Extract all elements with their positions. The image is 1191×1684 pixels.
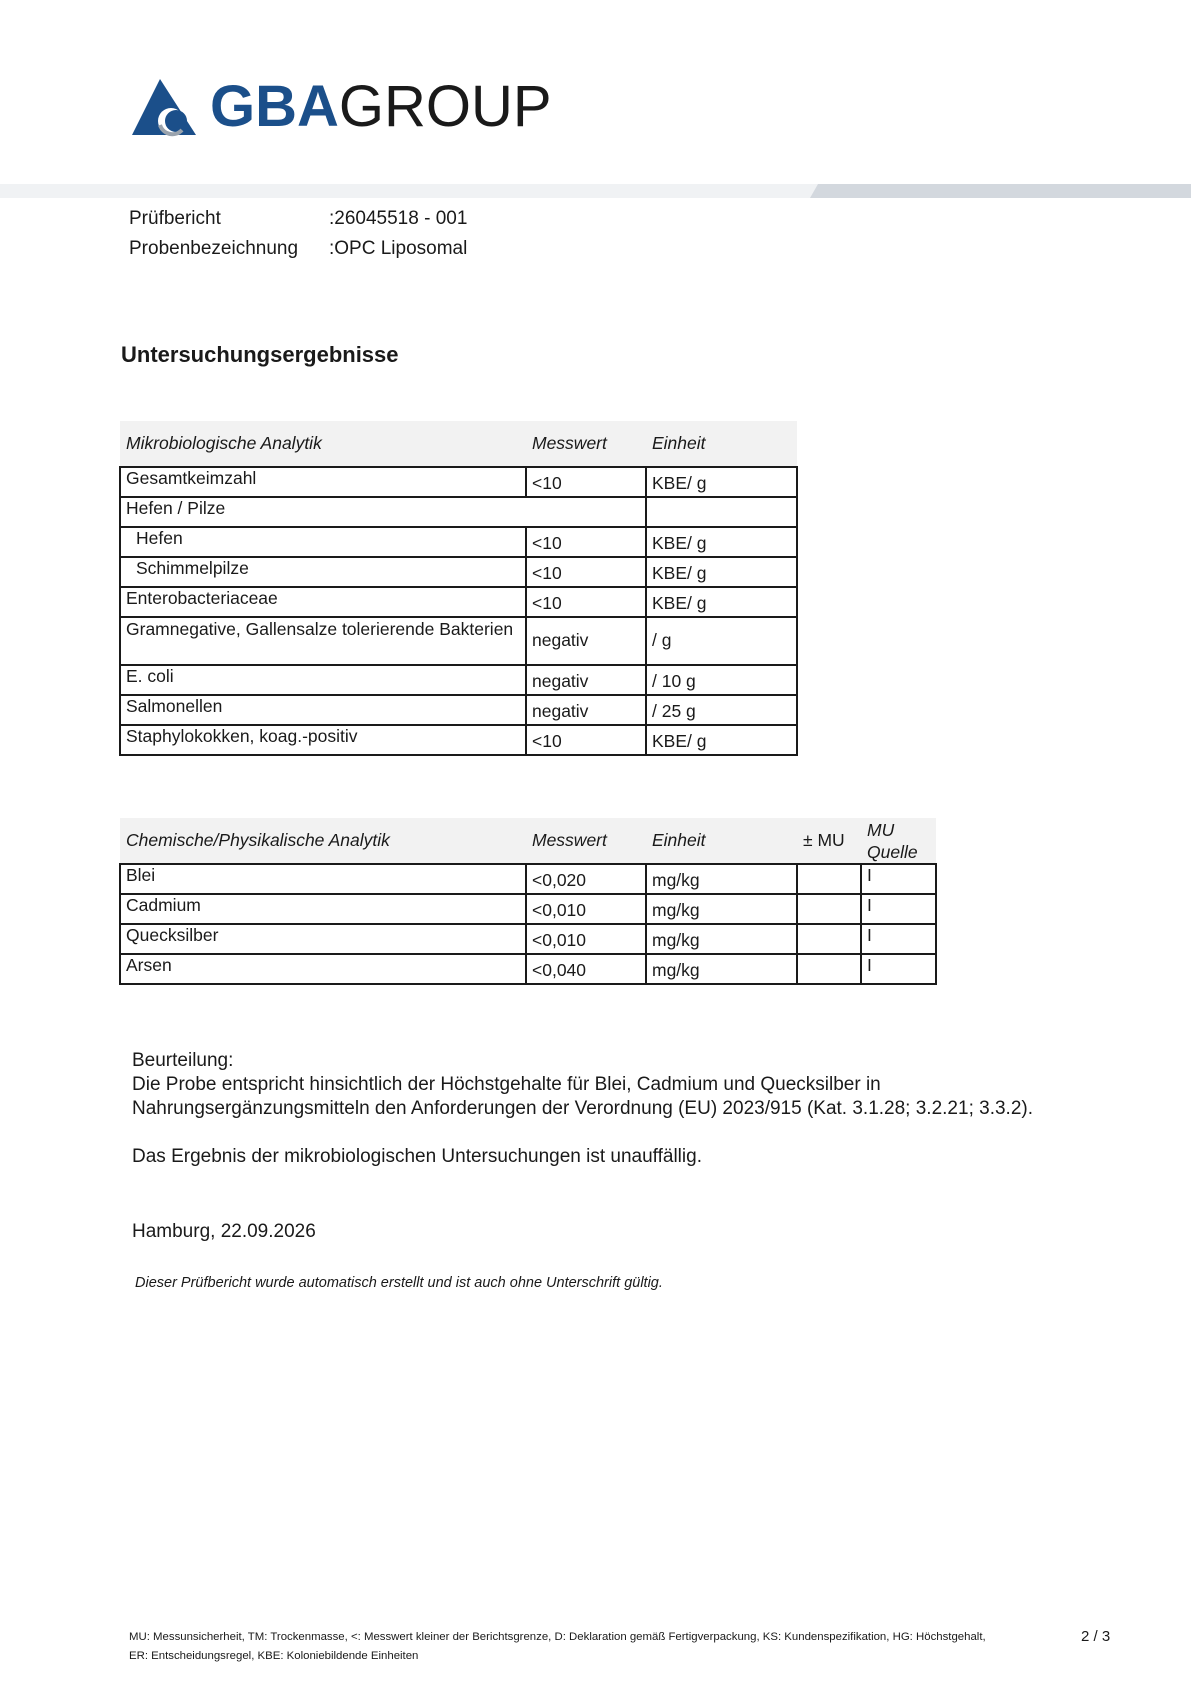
- unit: [646, 497, 797, 527]
- chem-header-mu: ± MU: [797, 818, 861, 864]
- analyte-name: Blei: [120, 864, 526, 894]
- unit: KBE/ g: [646, 467, 797, 497]
- footer-legend-line-1: MU: Messunsicherheit, TM: Trockenmasse, <: Messwert kleiner der Berichtsgrenze, D: Deklaration gemäß Fertigverpackung, KS: Kundenspezifikation, HG: Höchstgehalt,: [129, 1631, 986, 1643]
- measured-value: <10: [526, 557, 646, 587]
- table-row: [120, 864, 936, 894]
- header-band-dark: [810, 184, 1191, 198]
- footer-abbreviation-legend: [129, 1628, 986, 1666]
- analyte-name: Gesamtkeimzahl: [120, 467, 526, 497]
- table-row: [120, 617, 797, 665]
- measured-value: negativ: [526, 665, 646, 695]
- measurement-uncertainty: [797, 924, 861, 954]
- logo-text-gba: GBA: [210, 74, 339, 139]
- unit: mg/kg: [646, 954, 797, 984]
- mu-source: I: [861, 864, 936, 894]
- measured-value: <10: [526, 587, 646, 617]
- micro-results-table: [119, 421, 798, 756]
- micro-header-value: Messwert: [526, 421, 646, 467]
- measured-value: [526, 497, 646, 527]
- unit: KBE/ g: [646, 527, 797, 557]
- analyte-name: Quecksilber: [120, 924, 526, 954]
- unit: KBE/ g: [646, 587, 797, 617]
- micro-result-statement: Das Ergebnis der mikrobiologischen Untersuchungen ist unauffällig.: [132, 1146, 702, 1167]
- measured-value: <0,020: [526, 864, 646, 894]
- sample-name-row: [129, 238, 467, 260]
- sample-name-label: Probenbezeichnung: [129, 238, 299, 259]
- table-row: [120, 665, 797, 695]
- measured-value: <0,040: [526, 954, 646, 984]
- place-date: Hamburg, 22.09.2026: [132, 1221, 316, 1242]
- chem-results-table: [119, 818, 937, 985]
- measurement-uncertainty: [797, 864, 861, 894]
- analyte-name: Hefen / Pilze: [120, 497, 526, 527]
- analyte-name: Gramnegative, Gallensalze tolerierende Bakterien: [120, 617, 526, 665]
- analyte-name: Salmonellen: [120, 695, 526, 725]
- table-row: [120, 497, 797, 527]
- chem-header-unit: Einheit: [646, 818, 797, 864]
- table-row: [120, 954, 936, 984]
- measurement-uncertainty: [797, 894, 861, 924]
- table-row: [120, 467, 797, 497]
- unit: / 10 g: [646, 665, 797, 695]
- chem-header-value: Messwert: [526, 818, 646, 864]
- chem-header-source: [861, 818, 936, 864]
- micro-header-unit: Einheit: [646, 421, 797, 467]
- micro-header-analysis: Mikrobiologische Analytik: [120, 421, 526, 467]
- chem-header-row: [120, 818, 936, 864]
- measured-value: <10: [526, 467, 646, 497]
- validity-disclaimer: Dieser Prüfbericht wurde automatisch erstellt und ist auch ohne Unterschrift gültig.: [135, 1275, 663, 1291]
- assessment-line-2: Nahrungsergänzungsmitteln den Anforderungen der Verordnung (EU) 2023/915 (Kat. 3.1.28; 3.2.21; 3.3.2).: [132, 1098, 1033, 1119]
- measured-value: negativ: [526, 695, 646, 725]
- chem-header-source-line2: Quelle: [867, 841, 918, 862]
- table-row: [120, 695, 797, 725]
- analyte-name: Staphylokokken, koag.-positiv: [120, 725, 526, 755]
- table-row: [120, 924, 936, 954]
- section-title: Untersuchungsergebnisse: [121, 342, 399, 367]
- table-row: [120, 894, 936, 924]
- unit: / 25 g: [646, 695, 797, 725]
- unit: mg/kg: [646, 894, 797, 924]
- mu-source: I: [861, 954, 936, 984]
- measured-value: negativ: [526, 617, 646, 665]
- page-number: 2 / 3: [1081, 1628, 1111, 1645]
- header-band-light: [0, 184, 820, 198]
- measured-value: <10: [526, 725, 646, 755]
- footer-legend-line-2: ER: Entscheidungsregel, KBE: Koloniebildende Einheiten: [129, 1650, 419, 1662]
- analyte-name: Enterobacteriaceae: [120, 587, 526, 617]
- assessment-line-1: Die Probe entspricht hinsichtlich der Höchstgehalte für Blei, Cadmium und Quecksilber in: [132, 1074, 881, 1095]
- report-number-value: :26045518 - 001: [329, 208, 468, 229]
- gba-group-logo: [130, 72, 552, 142]
- analyte-name: E. coli: [120, 665, 526, 695]
- micro-header-row: [120, 421, 797, 467]
- measured-value: <0,010: [526, 894, 646, 924]
- unit: / g: [646, 617, 797, 665]
- analyte-name: Schimmelpilze: [120, 557, 526, 587]
- sample-name-value: :OPC Liposomal: [329, 238, 468, 259]
- unit: KBE/ g: [646, 557, 797, 587]
- unit: mg/kg: [646, 864, 797, 894]
- assessment-heading: Beurteilung:: [132, 1050, 234, 1071]
- unit: KBE/ g: [646, 725, 797, 755]
- chem-header-analysis: Chemische/Physikalische Analytik: [120, 818, 526, 864]
- report-number-label: Prüfbericht: [129, 208, 221, 229]
- table-row: [120, 527, 797, 557]
- unit: mg/kg: [646, 924, 797, 954]
- report-number-row: [129, 208, 467, 230]
- measured-value: <10: [526, 527, 646, 557]
- analyte-name: Arsen: [120, 954, 526, 984]
- logo-mark-icon: [130, 77, 200, 137]
- mu-source: I: [861, 894, 936, 924]
- analyte-name: Cadmium: [120, 894, 526, 924]
- chem-header-source-line1: MU: [867, 819, 895, 840]
- header-divider-band: [0, 184, 1191, 198]
- measurement-uncertainty: [797, 954, 861, 984]
- table-row: [120, 557, 797, 587]
- logo-text-group: GROUP: [338, 74, 552, 139]
- logo-wordmark: [210, 72, 552, 142]
- measured-value: <0,010: [526, 924, 646, 954]
- mu-source: I: [861, 924, 936, 954]
- analyte-name: Hefen: [120, 527, 526, 557]
- table-row: [120, 725, 797, 755]
- table-row: [120, 587, 797, 617]
